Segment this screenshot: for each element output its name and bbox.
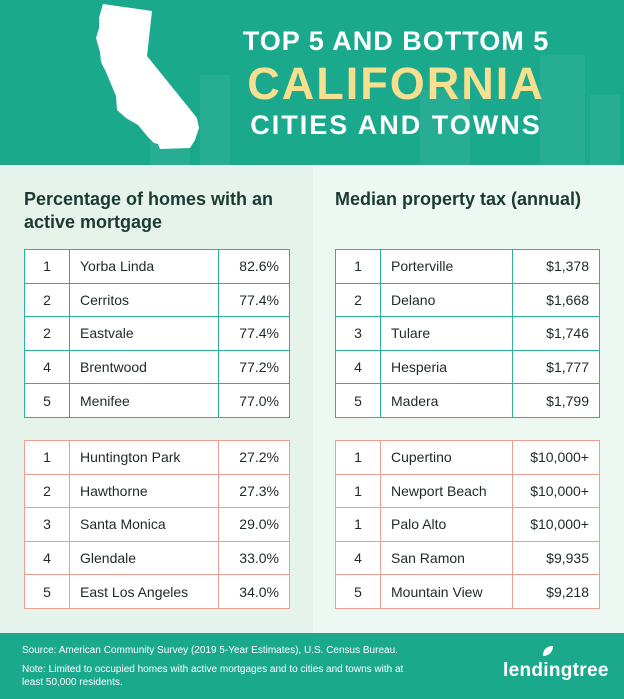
city-cell: Cupertino xyxy=(381,441,513,475)
city-cell: Hesperia xyxy=(381,350,513,384)
rank-cell: 4 xyxy=(25,350,70,384)
city-cell: Mountain View xyxy=(381,575,513,609)
value-cell: 82.6% xyxy=(219,250,290,284)
california-map-icon xyxy=(0,0,200,165)
city-cell: Huntington Park xyxy=(70,441,219,475)
table-row xyxy=(336,317,600,351)
rank-cell: 5 xyxy=(25,575,70,609)
city-cell: East Los Angeles xyxy=(70,575,219,609)
lendingtree-logo: lendingtree xyxy=(503,660,609,681)
value-cell: $1,777 xyxy=(513,350,600,384)
city-cell: Cerritos xyxy=(70,283,219,317)
rank-cell: 2 xyxy=(25,474,70,508)
value-cell: 27.3% xyxy=(219,474,290,508)
value-cell: $10,000+ xyxy=(513,441,600,475)
table-row xyxy=(336,474,600,508)
city-cell: Porterville xyxy=(381,250,513,284)
rank-cell: 5 xyxy=(25,384,70,418)
mortgage-top5-table xyxy=(24,249,290,418)
rank-cell: 2 xyxy=(25,317,70,351)
rank-cell: 2 xyxy=(25,283,70,317)
rank-cell: 4 xyxy=(25,541,70,575)
table-row xyxy=(25,350,290,384)
table-row xyxy=(25,474,290,508)
value-cell: $1,799 xyxy=(513,384,600,418)
rank-cell: 4 xyxy=(336,350,381,384)
city-cell: Eastvale xyxy=(70,317,219,351)
value-cell: 77.4% xyxy=(219,317,290,351)
table-row xyxy=(336,350,600,384)
rank-cell: 1 xyxy=(336,474,381,508)
value-cell: $1,746 xyxy=(513,317,600,351)
city-cell: Menifee xyxy=(70,384,219,418)
table-row xyxy=(336,441,600,475)
table-row xyxy=(336,508,600,542)
table-row xyxy=(25,384,290,418)
title-line-1: TOP 5 AND BOTTOM 5 xyxy=(242,26,550,56)
city-cell: Santa Monica xyxy=(70,508,219,542)
value-cell: 34.0% xyxy=(219,575,290,609)
city-cell: Hawthorne xyxy=(70,474,219,508)
value-cell: $1,668 xyxy=(513,283,600,317)
property-tax-panel xyxy=(313,165,624,633)
value-cell: $10,000+ xyxy=(513,508,600,542)
city-cell: Madera xyxy=(381,384,513,418)
value-cell: 77.0% xyxy=(219,384,290,418)
mortgage-bottom5-table xyxy=(24,440,290,609)
note-text: Note: Limited to occupied homes with active mortgages and to cities and towns with at least 50,000 residents. xyxy=(22,664,404,688)
lendingtree-leaf-icon xyxy=(541,644,555,658)
rank-cell: 1 xyxy=(336,508,381,542)
rank-cell: 3 xyxy=(336,317,381,351)
value-cell: 29.0% xyxy=(219,508,290,542)
table-row xyxy=(336,575,600,609)
property-tax-heading: Median property tax (annual) xyxy=(335,189,582,209)
value-cell: $10,000+ xyxy=(513,474,600,508)
city-cell: Brentwood xyxy=(70,350,219,384)
table-row xyxy=(25,250,290,284)
title-line-3: CITIES AND TOWNS xyxy=(250,110,542,140)
property-tax-top5-table xyxy=(335,249,600,418)
source-text: Source: American Community Survey (2019 5-Year Estimates), U.S. Census Bureau. xyxy=(22,645,398,656)
rank-cell: 2 xyxy=(336,283,381,317)
rank-cell: 5 xyxy=(336,384,381,418)
city-cell: Newport Beach xyxy=(381,474,513,508)
value-cell: 77.2% xyxy=(219,350,290,384)
value-cell: 33.0% xyxy=(219,541,290,575)
rank-cell: 5 xyxy=(336,575,381,609)
table-row xyxy=(25,508,290,542)
header-banner xyxy=(0,0,624,165)
rank-cell: 1 xyxy=(25,441,70,475)
rank-cell: 1 xyxy=(25,250,70,284)
table-row xyxy=(25,575,290,609)
table-row xyxy=(336,384,600,418)
city-cell: Tulare xyxy=(381,317,513,351)
city-cell: Yorba Linda xyxy=(70,250,219,284)
title-line-2: CALIFORNIA xyxy=(247,58,545,109)
table-row xyxy=(336,283,600,317)
table-row xyxy=(25,441,290,475)
footer xyxy=(0,633,624,699)
table-row xyxy=(336,541,600,575)
table-row xyxy=(25,283,290,317)
value-cell: 27.2% xyxy=(219,441,290,475)
table-row xyxy=(25,317,290,351)
city-cell: Glendale xyxy=(70,541,219,575)
value-cell: $1,378 xyxy=(513,250,600,284)
table-row xyxy=(336,250,600,284)
rank-cell: 1 xyxy=(336,250,381,284)
property-tax-bottom5-table xyxy=(335,440,600,609)
value-cell: $9,218 xyxy=(513,575,600,609)
mortgage-heading: Percentage of homes with an active mortgage xyxy=(24,189,274,232)
city-cell: San Ramon xyxy=(381,541,513,575)
mortgage-panel xyxy=(0,165,313,633)
rank-cell: 4 xyxy=(336,541,381,575)
value-cell: $9,935 xyxy=(513,541,600,575)
rank-cell: 3 xyxy=(25,508,70,542)
table-row xyxy=(25,541,290,575)
value-cell: 77.4% xyxy=(219,283,290,317)
rank-cell: 1 xyxy=(336,441,381,475)
city-cell: Palo Alto xyxy=(381,508,513,542)
city-cell: Delano xyxy=(381,283,513,317)
